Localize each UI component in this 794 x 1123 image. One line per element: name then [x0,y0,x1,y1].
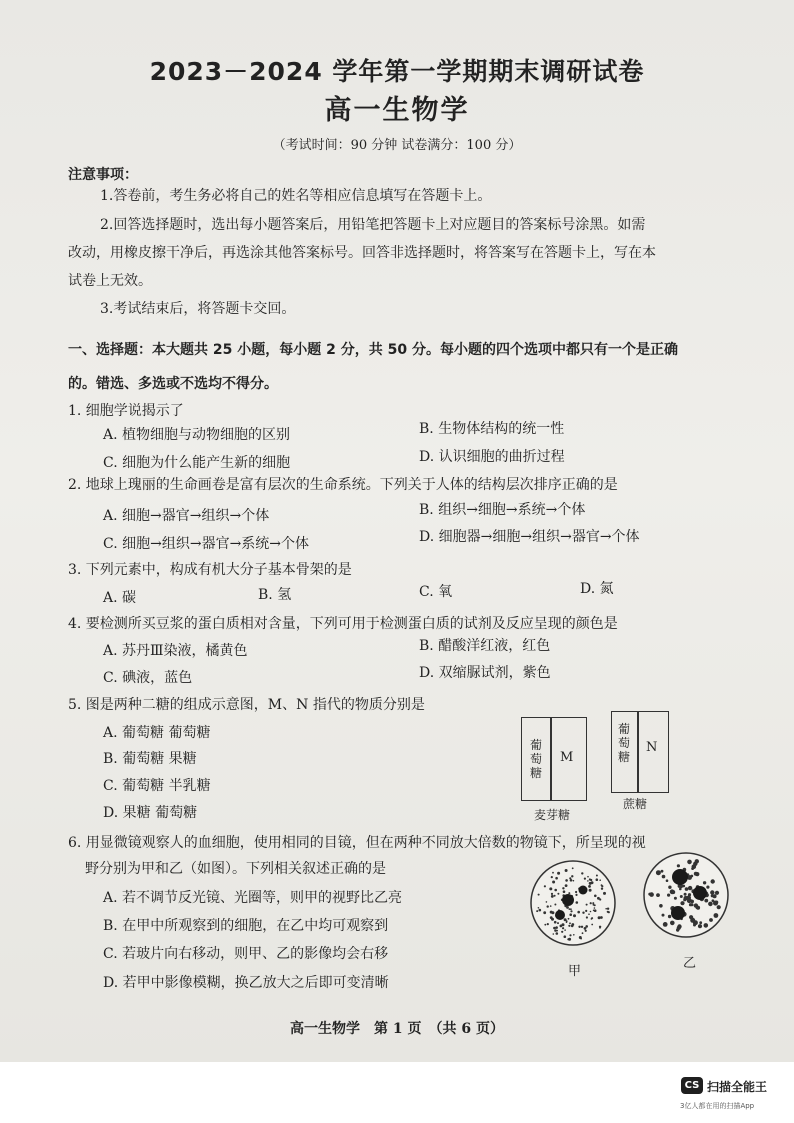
blood-cell-speck [557,872,560,875]
blood-cell-speck [585,930,587,932]
maltose-diagram [521,717,587,801]
blood-cell-speck [554,921,557,924]
blood-cell-speck [715,891,719,895]
blood-cell-speck [691,867,694,870]
note-line: 3.考试结束后，将答题卡交回。 [100,301,296,317]
option: A. 碳 [103,590,137,606]
blood-cell-speck [605,908,607,910]
blood-cell-speck [596,875,598,877]
blood-cell-speck [670,889,675,894]
blood-cell-speck [703,881,706,884]
blood-cell-speck [554,904,556,906]
blood-cell-speck [543,911,546,914]
option: C. 细胞为什么能产生新的细胞 [103,455,291,471]
blood-cell-speck [544,924,546,926]
blood-cell-speck [590,902,592,904]
sucrose-letter: N [646,740,658,755]
blood-cell-speck [676,928,679,931]
blood-cell-speck [588,885,591,888]
option: A. 若不调节反光镜、光圈等，则甲的视野比乙亮 [103,890,403,906]
blood-cell-speck [656,893,660,897]
blood-cell-speck [571,923,574,926]
blood-cell-speck [594,895,597,898]
blood-cell-speck [709,918,713,922]
blood-cell-speck [555,926,558,929]
blood-cell-speck [557,893,559,895]
blood-cell-speck [569,934,571,936]
blood-cell-speck [584,878,586,880]
blood-cell-speck [565,884,568,887]
blood-cell-speck [661,870,664,873]
exam-info: （考试时间：90 分钟 试卷满分：100 分） [272,138,522,153]
blood-cell-speck [568,892,570,894]
question-stem: 5. 图是两种二糖的组成示意图，M、N 指代的物质分别是 [68,697,425,713]
blood-cell-speck [586,916,588,918]
blood-cell-speck [670,921,675,926]
option: D. 果糖 葡萄糖 [103,805,198,821]
blood-cell-speck [591,881,594,884]
blood-cell-speck [601,884,603,886]
blood-cell-speck [710,890,714,894]
blood-cell-speck [684,893,687,896]
option: A. 细胞→器官→组织→个体 [103,508,270,524]
option: B. 在甲中所观察到的细胞，在乙中均可观察到 [103,918,389,934]
blood-cell-speck [711,879,715,883]
blood-cell-speck [561,931,563,933]
blood-cell-speck [551,893,553,895]
field-jia-circle [531,861,615,945]
blood-cell-speck [591,924,593,926]
blood-cell-speck [677,864,680,867]
question-stem: 4. 要检测所买豆浆的蛋白质相对含量，下列可用于检测蛋白质的试剂及反应呈现的颜色是 [68,616,618,632]
blood-cell-speck [717,905,721,909]
question-stem-cont: 野分别为甲和乙（如图）。下列相关叙述正确的是 [85,861,386,877]
blood-cell-speck [572,867,574,869]
section-heading: 一、选择题：本大题共 25 小题，每小题 2 分，共 50 分。每小题的四个选项中都只有一个是正确 [68,342,678,358]
blood-cell-speck [568,925,570,927]
blood-cell-speck [550,911,553,914]
scanner-logo-icon: CS [681,1077,703,1094]
blood-cell-speck [598,916,601,919]
blood-cell-speck [575,894,577,896]
blood-cell-speck [714,913,719,918]
blood-cell-speck [688,893,691,896]
blood-cell-speck [557,922,559,924]
blood-cell-speck [573,914,576,917]
blood-cell-speck [562,927,564,929]
blood-cell-speck [607,911,609,913]
note-line: 试卷上无效。 [68,273,152,289]
sucrose-diagram [611,711,669,793]
blood-cell-speck [687,898,692,903]
blood-cell-speck [680,901,684,905]
bleed-through-text [40,18,53,37]
field-jia-label: 甲 [568,964,582,979]
blood-cell-speck [687,860,692,865]
blood-cell-speck [567,938,569,940]
notes-heading: 注意事项： [68,167,138,183]
blood-cell-speck [536,910,538,912]
blood-cell-speck [666,879,669,882]
blood-cell-speck [674,897,677,900]
blood-cell-speck [563,890,566,893]
blood-cell-speck [581,872,583,874]
blood-cell-speck [570,908,572,910]
blood-cell-speck [573,934,575,936]
option: B. 醋酸洋红液，红色 [419,638,551,654]
blood-cell-speck [688,886,692,890]
blood-cell-speck [571,875,573,877]
option: B. 氢 [258,587,292,603]
field-yi-circle [644,853,728,937]
blood-cell-speck [582,912,584,914]
blood-cell-speck [552,872,554,874]
maltose-letter: M [560,750,574,765]
blood-cell-speck [587,876,589,878]
blood-cell-speck [585,910,587,912]
blood-cell-speck [569,913,572,916]
option: A. 苏丹Ⅲ染液，橘黄色 [103,643,248,659]
blood-cell-speck [562,887,564,889]
blood-cell-speck [590,879,592,881]
blood-cell-speck [708,902,713,907]
blood-cell-speck [585,925,588,928]
blood-cell-speck [680,895,683,898]
blood-cell-speck [556,930,558,932]
blood-cell-speck [550,905,552,907]
scanner-tagline: 3亿人都在用的扫描App [680,1102,755,1110]
blood-cell-speck [689,915,693,919]
blood-cell-speck [656,870,661,875]
blood-cell-speck [538,894,540,896]
blood-cell-speck [544,885,546,887]
note-line: 改动，用橡皮擦干净后，再选涂其他答案标号。回答非选择题时，将答案写在答题卡上，写在本 [68,245,656,261]
sucrose-left-sugar: 葡萄糖 [617,722,630,764]
blood-cell-speck [549,887,552,890]
blood-cell-speck [715,901,719,905]
blood-cell-speck [603,892,606,895]
option: D. 双缩脲试剂，紫色 [419,665,551,681]
blood-cell-speck [556,932,559,935]
blood-cell-speck [601,888,603,890]
blood-cell-speck [704,923,709,928]
blood-cell-speck [576,901,579,904]
blood-cell-speck [668,915,671,918]
blood-cell-speck [594,904,596,906]
question-stem: 6. 用显微镜观察人的血细胞，使用相同的目镜，但在两种不同放大倍数的物镜下，所呈现的视 [68,835,646,851]
blood-cell-speck [679,888,682,891]
scanner-name: 扫描全能王 [707,1080,768,1094]
blood-cell-speck [581,926,583,928]
microscope-fields-figure [528,845,748,955]
blood-cell-speck [547,923,549,925]
blood-cell-speck [564,929,566,931]
blood-cell-speck [578,926,580,928]
field-yi-label: 乙 [683,956,697,971]
blood-cell-speck [588,913,590,915]
blood-cell-speck [662,875,666,879]
blood-cell-speck [589,889,592,892]
blood-cell-speck [648,893,651,896]
blood-cell-speck [554,895,556,897]
blood-cell-speck [564,918,567,921]
question-stem: 3. 下列元素中，构成有机大分子基本骨架的是 [68,562,352,578]
sucrose-label: 蔗糖 [623,797,648,811]
blood-cell-speck [683,898,686,901]
blood-cell-speck [704,899,708,903]
blood-cell-speck [587,880,589,882]
note-line: 2.回答选择题时，选出每小题答案后，用铅笔把答题卡上对应题目的答案标号涂黑。如需 [100,217,646,233]
blood-cell-speck [582,932,584,934]
blood-cell-speck [562,923,565,926]
option: C. 氧 [419,584,453,600]
exam-title: 2023－2024 学年第一学期期末调研试卷 [149,57,645,86]
blood-cell-speck [591,917,593,919]
blood-cell-speck [564,935,567,938]
option: D. 若甲中影像模糊，换乙放大之后即可变清晰 [103,975,389,991]
question-stem: 2. 地球上瑰丽的生命画卷是富有层次的生命系统。下列关于人体的结构层次排序正确的是 [68,477,618,493]
blood-cell-speck [553,933,555,935]
blood-cell-speck [689,903,692,906]
page-footer: 高一生物学 第 1 页 （共 6 页） [290,1021,504,1037]
blood-cell-speck [539,909,542,912]
blood-cell-speck [699,921,702,924]
blood-cell-speck [685,887,689,891]
blood-cell-speck [565,879,568,882]
blood-cell-speck [551,895,554,898]
blood-cell-speck [713,894,717,898]
blood-cell-speck [590,911,592,913]
blood-cell-speck [690,875,693,878]
option: C. 若玻片向右移动，则甲、乙的影像均会右移 [103,946,389,962]
option: C. 葡萄糖 半乳糖 [103,778,211,794]
blood-cell-speck [547,905,549,907]
blood-cell-speck [586,904,588,906]
blood-cell-speck [663,922,668,927]
section-heading-cont: 的。错选、多选或不选均不得分。 [68,376,278,392]
blood-cell-speck [659,904,663,908]
blood-cell-speck [599,879,601,881]
blood-cell-speck [698,924,702,928]
blood-cell-speck [594,907,596,909]
blood-cell-speck [575,891,577,893]
blood-cell-speck [565,869,568,872]
blood-cell-speck [706,886,709,889]
blood-cell-speck [568,918,570,920]
blood-cell-speck [599,898,601,900]
blood-cell-speck [592,902,594,904]
option: B. 生物体结构的统一性 [419,421,565,437]
blood-cell-speck [695,859,699,863]
question-stem: 1. 细胞学说揭示了 [68,403,184,419]
blood-cell-speck [668,886,671,889]
blood-cell-speck [551,876,553,878]
option: B. 组织→细胞→系统→个体 [419,502,586,518]
option: C. 细胞→组织→器官→系统→个体 [103,536,310,552]
option: A. 植物细胞与动物细胞的区别 [103,427,291,443]
blood-cell-speck [546,901,548,903]
option: A. 葡萄糖 葡萄糖 [103,725,211,741]
blood-cell-speck [553,927,556,930]
blood-cell-speck [580,938,582,940]
blood-cell-speck [607,908,609,910]
option: D. 认识细胞的曲折过程 [419,449,565,465]
blood-cell-speck [570,879,573,882]
option: C. 碘液，蓝色 [103,670,193,686]
blood-cell-speck [555,877,558,880]
blood-cell-speck [693,924,696,927]
maltose-left-sugar: 葡萄糖 [529,738,542,780]
blood-cell-speck [594,909,597,912]
blood-cell-speck [694,872,698,876]
blood-cell-speck [569,922,571,924]
option: D. 细胞器→细胞→组织→器官→个体 [419,529,640,545]
maltose-label: 麦芽糖 [534,808,571,822]
exam-subject: 高一生物学 [324,95,470,126]
blood-cell-speck [573,880,575,882]
blood-cell-speck [538,907,540,909]
blood-cell-speck [552,881,555,884]
blood-cell-speck [599,926,601,928]
blood-cell-speck [667,894,670,897]
blood-cell-speck [577,911,580,914]
blood-cell-speck [551,918,554,921]
blood-cell-speck [662,914,665,917]
blood-cell-speck [596,878,599,881]
option: D. 氮 [580,581,614,597]
option: B. 葡萄糖 果糖 [103,751,197,767]
blood-cell-speck [695,905,699,909]
blood-cell-speck [554,889,557,892]
blood-cell-speck [570,910,572,912]
note-line: 1.答卷前，考生务必将自己的姓名等相应信息填写在答题卡上。 [100,188,492,204]
blood-cell-speck [682,885,685,888]
